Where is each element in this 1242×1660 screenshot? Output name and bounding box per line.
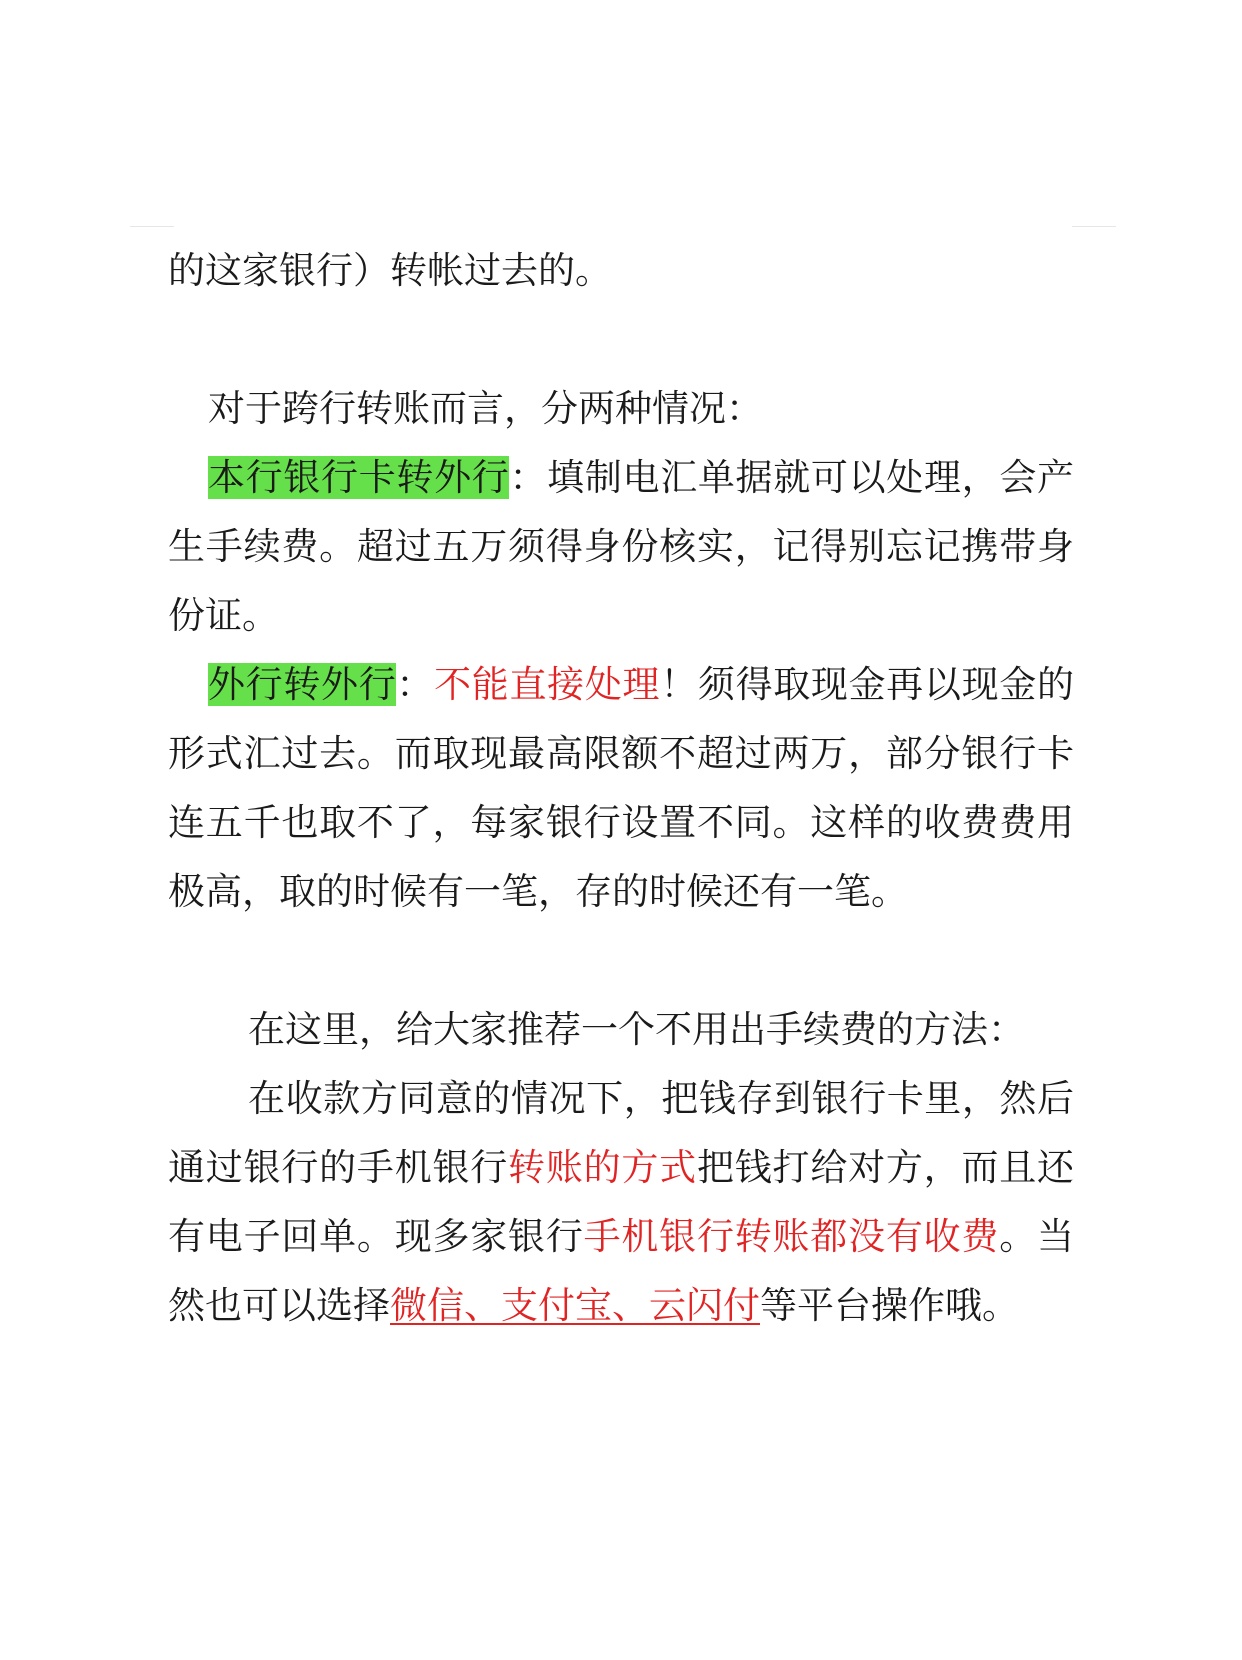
same-bank-text: ：填制电汇单据就可以处理，会产生手续费。超过五万须得身份核实，记得别忘记携带身份证。 [168,456,1075,637]
highlight-same-bank: 本行银行卡转外行 [208,456,510,499]
emphasis-transfer-method: 转账的方式 [508,1146,697,1189]
emphasis-no-fee: 手机银行转账都没有收费 [583,1215,1000,1258]
highlight-other-bank: 外行转外行 [208,663,397,706]
paragraph-intro: 对于跨行转账而言，分两种情况： [208,387,763,430]
paragraph-continuation: 的这家银行）转帐过去的。 [168,249,612,292]
emphasis-cannot-process: 不能直接处理 [434,663,661,706]
paragraph-method [168,1064,1074,1340]
other-bank-text: ！须得取现金再以现金的形式汇过去。而取现最高限额不超过两万，部分银行卡连五千也取不了，每家银行设置不同。这样的收费费用极高，取的时候有一笔，存的时候还有一笔。 [168,663,1075,913]
method-text-4: 等平台操作哦。 [760,1284,1019,1327]
method-text-1: 在收款方同意的情况下，把钱存到银行卡里，然后通过银行的手机银行 [168,1077,1074,1189]
document-body [168,236,1074,1340]
paragraph-other-bank [168,650,1074,926]
paragraph-same-bank [168,443,1074,650]
emphasis-payment-platforms: 微信、支付宝、云闪付 [390,1284,760,1327]
method-text-2: 把钱打给对方，而且还有电子回单。现多家银行 [168,1146,1075,1258]
page-edge-rule-left [130,226,174,227]
paragraph-recommend: 在这里，给大家推荐一个不用出手续费的方法： [248,1008,1025,1051]
separator-colon: ： [396,663,435,706]
page-edge-rule-right [1072,226,1116,227]
method-text-3: 。当然也可以选择 [168,1215,1075,1327]
